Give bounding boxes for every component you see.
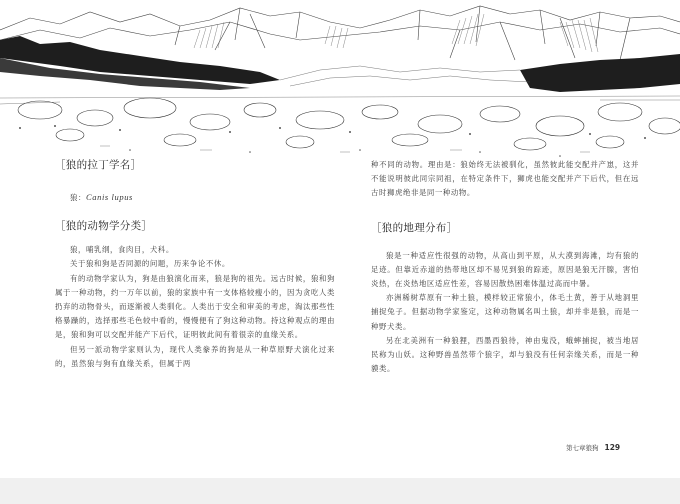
paragraph-distribution: 狼是一种适应性很强的动物，从高山到平原，从大漠到海滩，均有狼的足迹。但靠近赤道的热带地区却不易见到狼的踪迹，原因是狼无汗腺，害怕炎热，在炎热地区适应性差，容易因散热困难体温过高而中暑。 [371, 250, 639, 289]
paragraph-continuation: 种不同的动物。理由是：狼始终无法被驯化，虽然彼此能交配并产崽，这并不能说明彼此同宗同祖，在特定条件下，狮虎也能交配并产下后代，但在远古时狮虎绝非是同一种动物。 [371, 160, 639, 198]
paragraph-north-america: 另在北美洲有一种狼狸，西墨西狼待，神由鬼没，蛾蟀捕捉，被当地居民称为山妖。这种野兽虽然带个狼字，却与狼没有任何亲缘关系，而是一种貘类。 [371, 335, 639, 374]
paragraph-aardwolf: 亦洲稀树草原有一种土狼，模样较正常狼小，体毛土黄，善于从地洞里捕捉兔子。但据动物学家鉴定，这种动物属名叫土狼，却并非是狼，而是一种野犬类。 [371, 293, 639, 331]
latin-name: Canis lupus [85, 192, 133, 202]
left-column [55, 158, 335, 371]
right-column [371, 158, 639, 376]
viewer-bottom-bar [0, 478, 680, 504]
latin-prefix: 狼： [70, 193, 86, 202]
taxonomy-line: 狼，哺乳纲，食肉目，犬科。 [70, 245, 174, 255]
page-number: 129 [604, 443, 621, 452]
distribution-heading: ［狼的地理分布］ [371, 221, 458, 234]
paragraph-view-ancestor: 有的动物学家认为，狗是由狼演化而来，狼是狗的祖先。远古时候，狼和狗属于一种动物，约一万年以前，狼的家族中有一支体格较瘦小的，因为贪吃人类扔弃的动物骨头，而逐渐被人类驯化。人类出于安全和审美的考虑，淘汰那些性格暴躁的，选择那些毛色较中看的，慢慢便有了狗这种动物。持这种观点的理由是，狼和狗可以交配并能产下后代，证明彼此间有着很亲的血缘关系。 [55, 273, 335, 340]
latin-name-line [55, 190, 335, 205]
taxonomy-heading: ［狼的动物学分类］ [55, 220, 153, 233]
latin-name-heading: ［狼的拉丁学名］ [55, 159, 142, 171]
chapter-label: 第七章狼狗 [566, 444, 599, 452]
paragraph-view-steppe-dog: 但另一派动物学家则认为，现代人类豢养的狗是从一种草原野犬演化过来的，虽然狼与狗有血缘关系，但属于两 [55, 344, 335, 368]
paragraph-origin-question: 关于狼和狗是否同源的问题，历来争论不休。 [70, 259, 230, 269]
mountain-landscape-illustration [0, 0, 680, 165]
page-footer [566, 443, 620, 452]
